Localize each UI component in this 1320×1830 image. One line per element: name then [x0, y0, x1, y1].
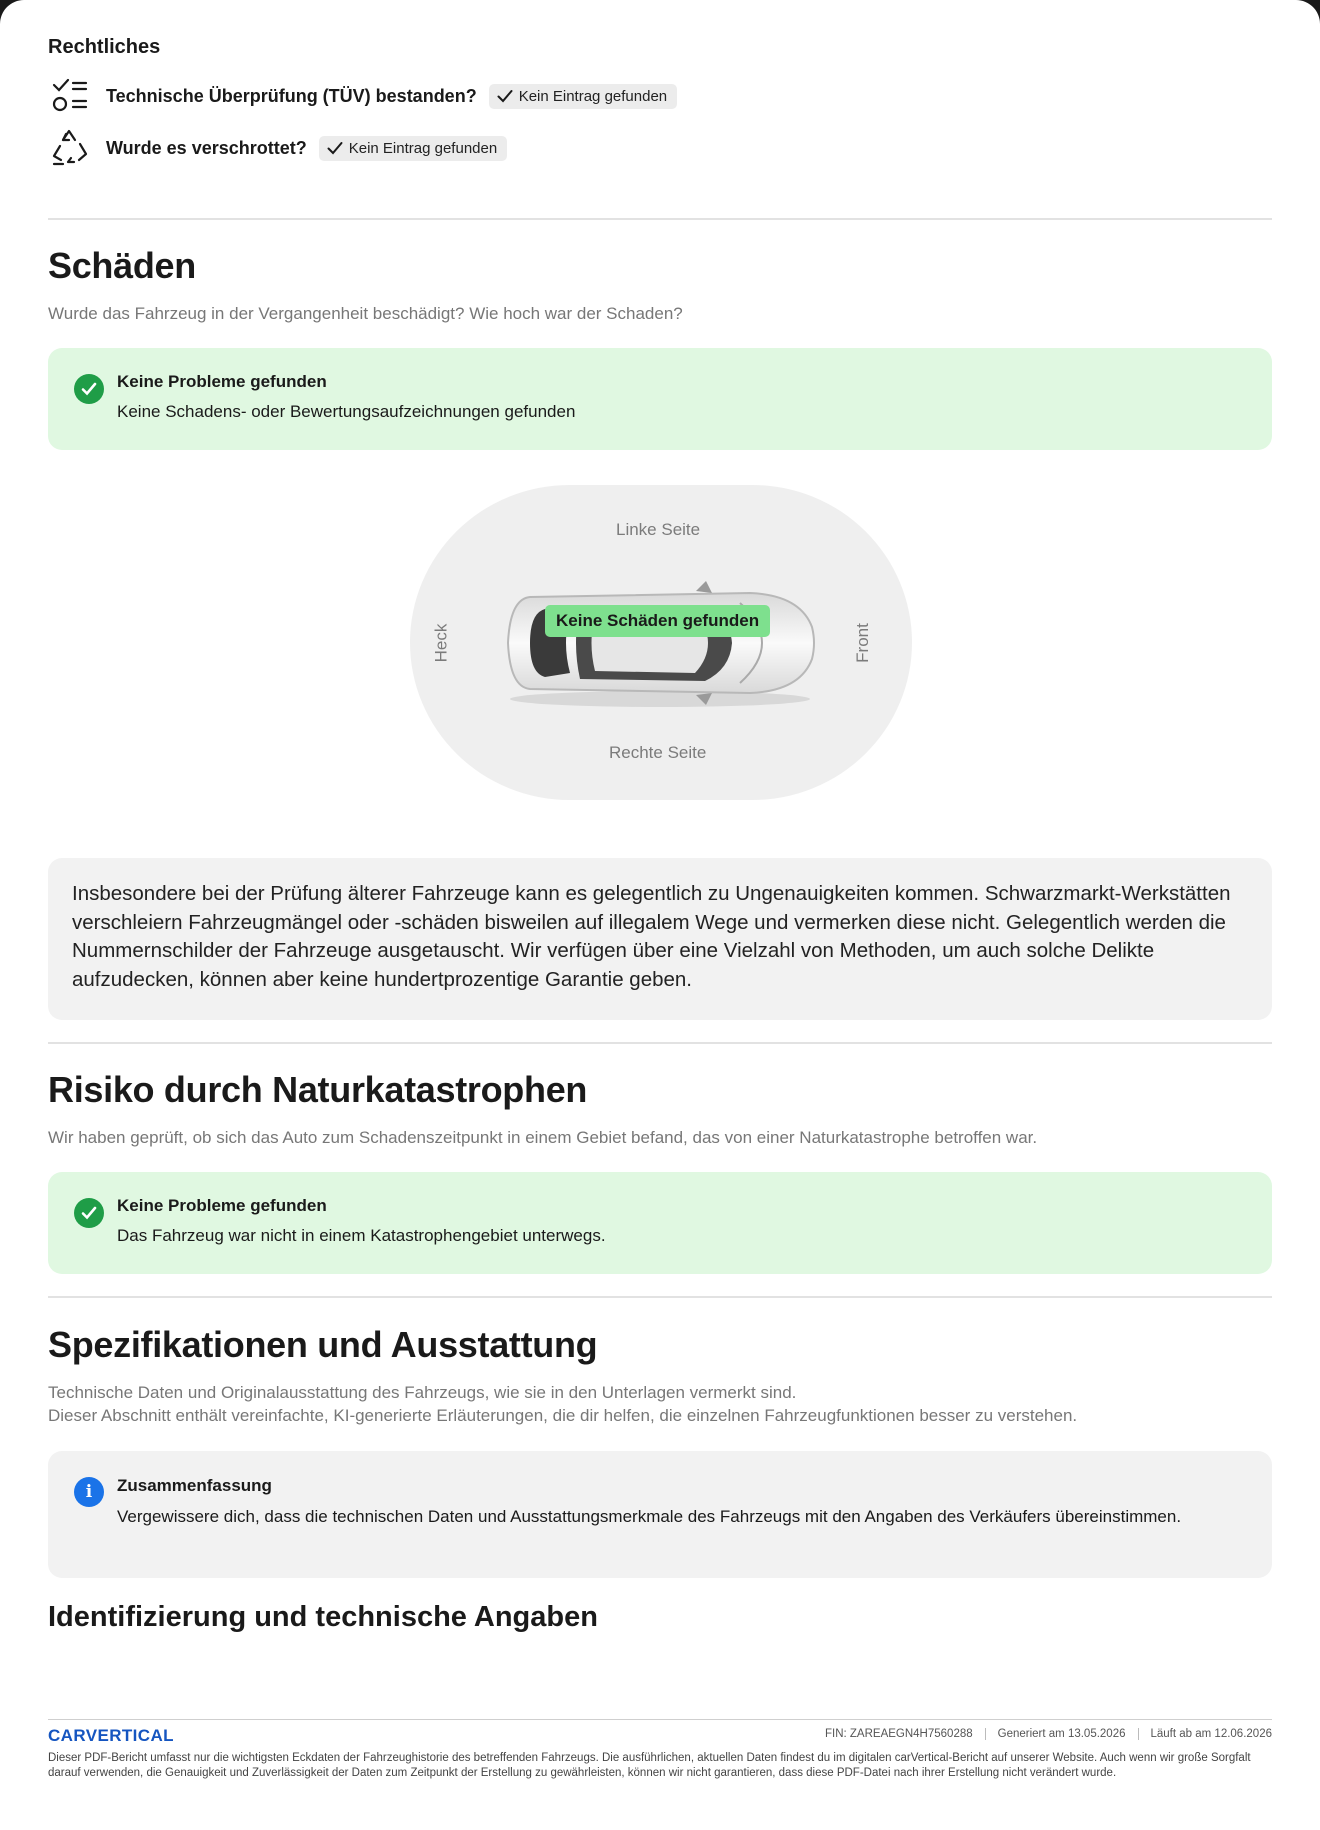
- legal-question-scrapped: Wurde es verschrottet?: [106, 137, 307, 158]
- legal-section-title: Rechtliches: [48, 36, 161, 58]
- damage-diagram: [410, 485, 912, 800]
- page-corner-right: [1296, 0, 1320, 24]
- status-tag-tuev: [489, 84, 677, 109]
- legal-row-scrapped: [48, 126, 507, 170]
- disaster-ok-text: Das Fahrzeug war nicht in einem Katastrophengebiet unterwegs.: [117, 1226, 606, 1245]
- recycle-icon: [48, 126, 92, 170]
- legal-question-tuev: Technische Überprüfung (TÜV) bestanden?: [106, 85, 477, 106]
- generated-date: Generiert am 13.05.2026: [985, 1728, 1138, 1740]
- damage-title: Schäden: [48, 245, 196, 286]
- vin-text: FIN: ZAREAEGN4H7560288: [824, 1728, 973, 1740]
- damage-disclaimer: Insbesondere bei der Prüfung älterer Fahrzeuge kann es gelegentlich zu Ungenauigkeiten kommen. Schwarzmarkt-Werkstätten verschleiern Fahrzeugmängel oder -schäden bisweilen auf illegalem Wege und vermerken diese nicht. Gelegentlich werden die Nummernschilder der Fahrzeuge ausgetauscht. Wir verfügen über eine Vielzahl von Methoden, um auch solche Delikte aufzudecken, können aber keine hundertprozentige Garantie geben.: [48, 858, 1272, 1020]
- damage-ok-title: Keine Probleme gefunden: [117, 372, 327, 391]
- divider: [48, 1042, 1272, 1044]
- status-text-scrapped: Kein Eintrag gefunden: [348, 139, 498, 157]
- diagram-label-left-side: Linke Seite: [616, 520, 701, 539]
- specs-title: Spezifikationen und Ausstattung: [48, 1324, 598, 1365]
- specs-subtitle-1: Technische Daten und Originalausstattung des Fahrzeugs, wie sie in den Unterlagen vermerkt sind.: [48, 1383, 797, 1402]
- status-tag-scrapped: [319, 136, 507, 161]
- checkmark-icon: [497, 89, 513, 103]
- report-meta: [813, 1728, 1272, 1740]
- disaster-subtitle: Wir haben geprüft, ob sich das Auto zum Schadenszeitpunkt in einem Gebiet befand, das von einer Naturkatastrophe betroffen war.: [48, 1128, 1038, 1147]
- expiry-date: Läuft ab am 12.06.2026: [1138, 1728, 1273, 1740]
- divider: [48, 1296, 1272, 1298]
- divider: [48, 218, 1272, 220]
- summary-text: Vergewissere dich, dass die technischen Daten und Ausstattungsmerkmale des Fahrzeugs mit den Angaben des Verkäufers übereinstimmen.: [117, 1507, 1182, 1526]
- footer-divider: [48, 1719, 1272, 1720]
- summary-title: Zusammenfassung: [117, 1476, 272, 1495]
- check-circle-icon: [74, 374, 104, 404]
- disaster-ok-title: Keine Probleme gefunden: [117, 1196, 327, 1215]
- info-icon: i: [74, 1477, 104, 1507]
- damage-ok-text: Keine Schadens- oder Bewertungsaufzeichnungen gefunden: [117, 402, 576, 421]
- check-circle-icon: [74, 1198, 104, 1228]
- page-corner-left: [0, 0, 24, 24]
- damage-subtitle: Wurde das Fahrzeug in der Vergangenheit beschädigt? Wie hoch war der Schaden?: [48, 304, 683, 323]
- diagram-label-rear: Heck: [431, 623, 451, 663]
- damage-ok-box: [48, 348, 1272, 450]
- legal-row-tuev: [48, 74, 677, 118]
- no-damage-badge: Keine Schäden gefunden: [545, 605, 770, 637]
- diagram-label-right-side: Rechte Seite: [609, 743, 707, 762]
- car-top-view-image: [500, 573, 822, 713]
- disaster-title: Risiko durch Naturkatastrophen: [48, 1069, 588, 1110]
- specs-subtitle-2: Dieser Abschnitt enthält vereinfachte, KI-generierte Erläuterungen, die dir helfen, die einzelnen Fahrzeugfunktionen besser zu verstehen.: [48, 1406, 1078, 1425]
- disaster-ok-box: [48, 1172, 1272, 1274]
- carvertical-logo: CARVERTICAL: [48, 1726, 174, 1745]
- status-text-tuev: Kein Eintrag gefunden: [518, 87, 668, 105]
- checklist-icon: [48, 74, 92, 118]
- summary-box: [48, 1451, 1272, 1578]
- identification-section-title: Identifizierung und technische Angaben: [48, 1601, 598, 1633]
- diagram-label-front: Front: [852, 623, 872, 663]
- checkmark-icon: [327, 141, 343, 155]
- footer-disclaimer: Dieser PDF-Bericht umfasst nur die wichtigsten Eckdaten der Fahrzeughistorie des betreffenden Fahrzeugs. Die ausführlichen, aktuellen Daten findest du im digitalen carVertical-Bericht auf unserer Website. Auch wenn wir große Sorgfalt darauf verwenden, die Genauigkeit und Zuverlässigkeit der Daten zum Zeitpunkt der Erstellung zu gewährleisten, können wir nicht garantieren, dass diese PDF-Datei nach ihrer Erstellung nicht verändert wurde.: [48, 1752, 1251, 1779]
